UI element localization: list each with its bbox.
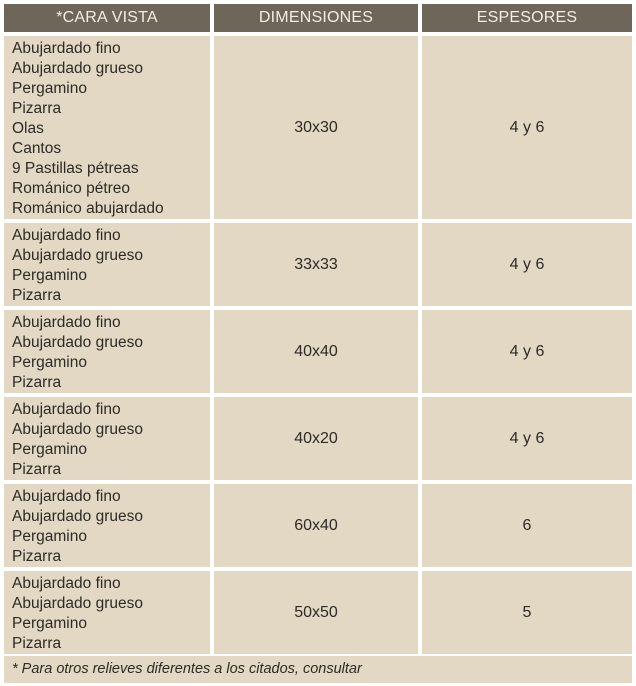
finish-item: Románico pétreo <box>12 180 131 197</box>
thickness-cell: 4 y 6 <box>422 36 632 219</box>
finish-item: Abujardado grueso <box>12 508 143 525</box>
table-header <box>4 4 632 36</box>
dimensions-cell: 50x50 <box>214 571 418 654</box>
thickness-cell: 4 y 6 <box>422 310 632 393</box>
finishes-cell <box>4 397 210 480</box>
finish-item: Pergamino <box>12 528 87 545</box>
finishes-cell <box>4 223 210 306</box>
table-row <box>4 484 632 571</box>
header-dimensiones: DIMENSIONES <box>214 4 418 32</box>
finish-item: Abujardado fino <box>12 488 121 505</box>
table-row <box>4 223 632 310</box>
finish-item: Abujardado grueso <box>12 595 143 612</box>
thickness-cell: 4 y 6 <box>422 397 632 480</box>
finish-item: Pergamino <box>12 441 87 458</box>
finishes-cell <box>4 36 210 219</box>
dimensions-cell: 60x40 <box>214 484 418 567</box>
finishes-cell <box>4 571 210 654</box>
finish-item: Abujardado grueso <box>12 334 143 351</box>
finish-item: Abujardado fino <box>12 575 121 592</box>
thickness-cell: 5 <box>422 571 632 654</box>
finish-item: Pergamino <box>12 267 87 284</box>
finish-item: Cantos <box>12 140 62 157</box>
finish-item: Pizarra <box>12 287 62 304</box>
finish-item: Pizarra <box>12 100 62 117</box>
finish-item: Abujardado fino <box>12 40 121 57</box>
finish-item: Abujardado grueso <box>12 60 143 77</box>
header-cara-vista: *CARA VISTA <box>4 4 210 32</box>
finish-item: Pergamino <box>12 615 87 632</box>
product-table <box>4 4 632 658</box>
finish-item: Abujardado grueso <box>12 247 143 264</box>
table-row <box>4 36 632 223</box>
finish-item: Pizarra <box>12 548 62 565</box>
table-row <box>4 310 632 397</box>
table-row <box>4 397 632 484</box>
finish-item: Olas <box>12 120 44 137</box>
finish-item: Pizarra <box>12 635 62 652</box>
finish-item: 9 Pastillas pétreas <box>12 160 139 177</box>
finish-item: Pergamino <box>12 80 87 97</box>
finish-item: Abujardado fino <box>12 314 121 331</box>
header-espesores: ESPESORES <box>422 4 632 32</box>
dimensions-cell: 40x20 <box>214 397 418 480</box>
finish-item: Abujardado fino <box>12 401 121 418</box>
finish-item: Pizarra <box>12 461 62 478</box>
table-row <box>4 571 632 658</box>
dimensions-cell: 33x33 <box>214 223 418 306</box>
thickness-cell: 6 <box>422 484 632 567</box>
dimensions-cell: 40x40 <box>214 310 418 393</box>
finishes-cell <box>4 310 210 393</box>
footnote: * Para otros relieves diferentes a los citados, consultar <box>4 656 632 683</box>
finish-item: Pergamino <box>12 354 87 371</box>
thickness-cell: 4 y 6 <box>422 223 632 306</box>
finish-item: Abujardado fino <box>12 227 121 244</box>
finish-item: Pizarra <box>12 374 62 391</box>
finish-item: Abujardado grueso <box>12 421 143 438</box>
finishes-cell <box>4 484 210 567</box>
finish-item: Románico abujardado <box>12 200 164 217</box>
dimensions-cell: 30x30 <box>214 36 418 219</box>
